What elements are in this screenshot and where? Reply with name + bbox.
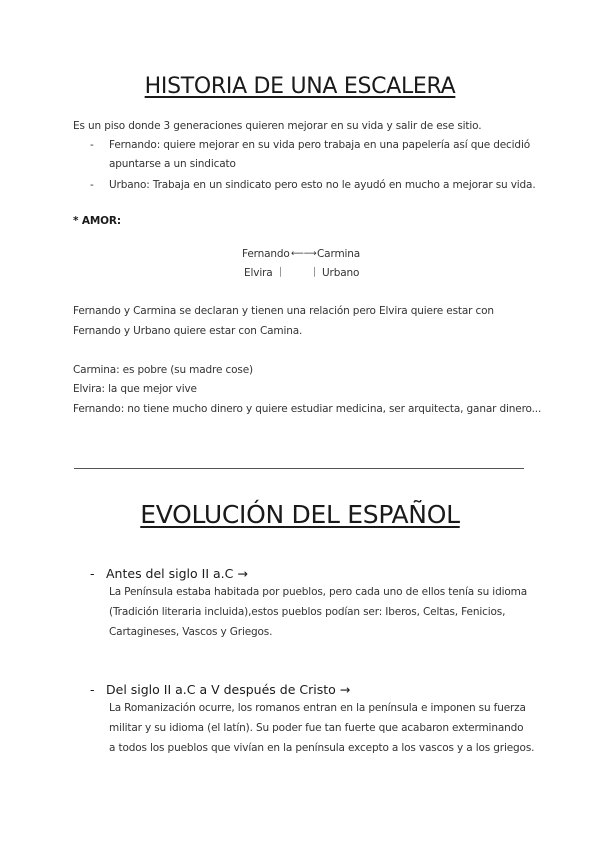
- bullet-urbano: Urbano: Trabaja en un sindicato pero esto no le ayudó en mucho a mejorar su vida.: [109, 179, 536, 191]
- trait-fernando: Fernando: no tiene mucho dinero y quiere estudiar medicina, ser arquitecta, ganar dinero...: [73, 403, 542, 415]
- bullet-dash: -: [90, 139, 94, 151]
- paragraph-line: Fernando y Urbano quiere estar con Camina.: [73, 325, 303, 337]
- section-line: militar y su idioma (el latín). Su poder fue tan fuerte que acabaron exterminando: [109, 722, 524, 734]
- section-heading: [90, 566, 248, 581]
- trait-elvira: Elvira: la que mejor vive: [73, 383, 197, 395]
- dash-marker: -: [90, 566, 95, 581]
- section-heading: [90, 682, 350, 697]
- section-line: (Tradición literaria incluida),estos pueblos podían ser: Iberos, Celtas, Fenicios,: [109, 606, 506, 618]
- bullet-fernando-line2: apuntarse a un sindicato: [109, 158, 236, 170]
- diagram-elvira: Elvira: [244, 267, 273, 279]
- diagram-urbano: Urbano: [322, 267, 360, 279]
- section-divider: [74, 468, 524, 469]
- trait-carmina: Carmina: es pobre (su madre cose): [73, 364, 253, 376]
- bullet-fernando-line1: Fernando: quiere mejorar en su vida pero trabaja en una papelería así que decidió: [109, 139, 530, 151]
- vertical-bar-icon: ⏐: [278, 268, 283, 278]
- amor-heading: * AMOR:: [73, 215, 121, 227]
- vertical-bar-icon: ⏐: [312, 268, 317, 278]
- paragraph-line: Fernando y Carmina se declaran y tienen una relación pero Elvira quiere estar con: [73, 305, 494, 317]
- section-line: La Romanización ocurre, los romanos entran en la península e imponen su fuerza: [109, 702, 526, 714]
- diagram-carmina: Carmina: [317, 248, 361, 260]
- section-line: a todos los pueblos que vivían en la península excepto a los vascos y a los griegos.: [109, 742, 535, 754]
- dash-marker: -: [90, 682, 95, 697]
- title-evolucion: EVOLUCIÓN DEL ESPAÑOL: [140, 500, 460, 529]
- intro-text: Es un piso donde 3 generaciones quieren mejorar en su vida y salir de ese sitio.: [73, 120, 482, 132]
- section-line: Cartagineses, Vascos y Griegos.: [109, 626, 273, 638]
- section-line: La Península estaba habitada por pueblos, pero cada uno de ellos tenía su idioma: [109, 586, 527, 598]
- diagram-fernando: Fernando: [242, 248, 290, 260]
- title-historia: HISTORIA DE UNA ESCALERA: [144, 74, 456, 99]
- heading-text: Del siglo II a.C a V después de Cristo →: [106, 682, 351, 697]
- bullet-dash: -: [90, 179, 94, 191]
- double-arrow-icon: ⟵⟶: [291, 249, 317, 259]
- heading-text: Antes del siglo II a.C →: [106, 566, 248, 581]
